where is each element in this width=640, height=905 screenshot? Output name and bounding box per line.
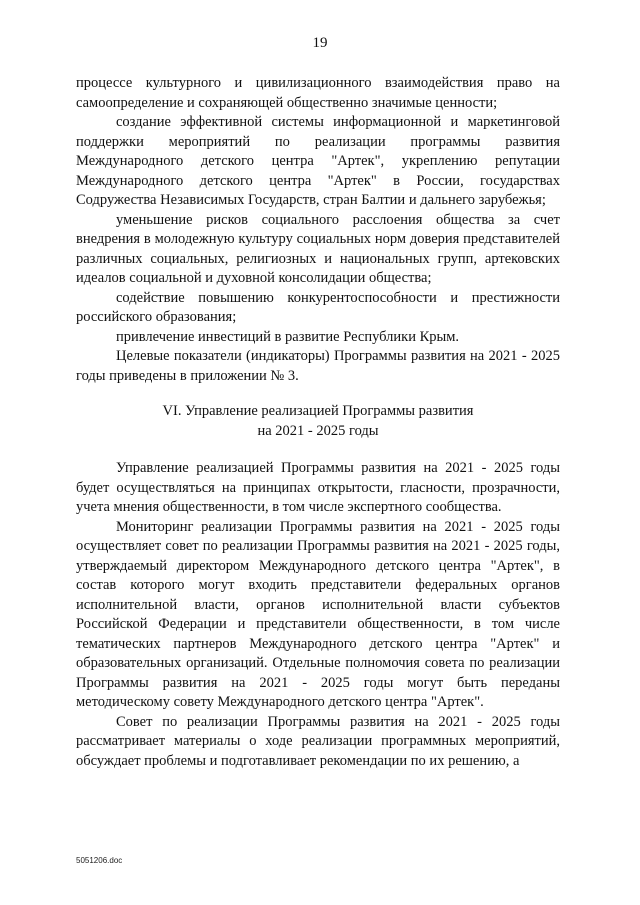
paragraph: уменьшение рисков социального расслоения общества за счет внедрения в молодежную культуру социальных норм доверия представителей различных социальных, религиозных и национальных групп, артековских идеалов социальной и духовной консолидации общества; — [76, 211, 560, 286]
document-body — [76, 74, 560, 771]
section-heading-line-2: на 2021 - 2025 годы — [257, 422, 379, 439]
bottom-paragraphs — [76, 459, 560, 771]
paragraph: процессе культурного и цивилизационного взаимодействия право на самоопределение и сохраняющей общественно значимые ценности; — [76, 75, 560, 111]
paragraph: Совет по реализации Программы развития на 2021 - 2025 годы рассматривает материалы о ходе реализации программных мероприятий, обсуждает проблемы и подготавливает рекомендации по их решению, а — [76, 713, 560, 769]
paragraph: Управление реализацией Программы развития на 2021 - 2025 годы будет осуществляться на принципах открытости, гласности, прозрачности, учета мнения общественности, в том числе экспертного сообщества. — [76, 460, 560, 515]
paragraph: привлечение инвестиций в развитие Республики Крым. — [116, 328, 460, 345]
section-heading-line-1: VI. Управление реализацией Программы развития — [162, 403, 474, 419]
top-paragraphs — [76, 74, 560, 386]
file-name-footer: 5051206.doc — [76, 856, 123, 865]
page-number: 19 — [312, 35, 328, 51]
paragraph: Целевые показатели (индикаторы) Программы развития на 2021 - 2025 годы приведены в приложении № 3. — [76, 348, 560, 384]
paragraph: Мониторинг реализации Программы развития на 2021 - 2025 годы осуществляет совет по реализации Программы развития на 2021 - 2025 годы, утверждаемый директором Международного детского центра "Артек", в состав которого могут входить представители федеральных органов исполнительной власти, органов исполнительной власти субъектов Российской Федерации и представители общественности, в том числе тематических партнеров Международного детского центра "Артек" и образовательных организаций. Отдельные полномочия совета по реализации Программы развития на 2021 - 2025 годы могут быть переданы методическому совету Международного детского центра "Артек". — [76, 518, 560, 710]
paragraph: содействие повышению конкурентоспособности и престижности российского образования; — [76, 289, 560, 325]
section-heading — [76, 402, 560, 441]
paragraph: создание эффективной системы информационной и маркетинговой поддержки мероприятий по реализации программы развития Международного детского центра "Артек", укреплению репутации Международного детского центра "Артек" в России, государствах Содружества Независимых Государств, стран Балтии и дальнего зарубежья; — [76, 114, 560, 208]
